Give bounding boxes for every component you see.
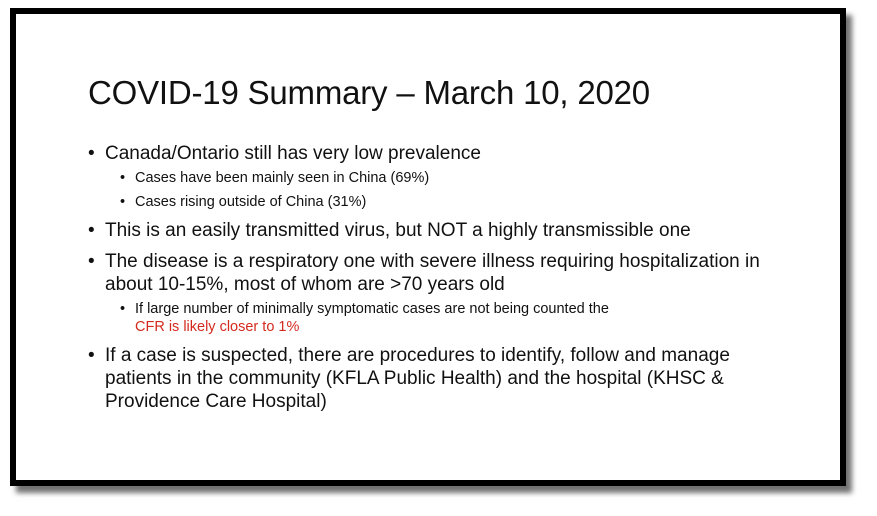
sub-bullet-cfr xyxy=(120,300,788,336)
bullet-procedures xyxy=(88,344,788,413)
sub-bullet-text: Cases have been mainly seen in China (69%) xyxy=(135,170,430,186)
bullet-transmission xyxy=(88,219,788,242)
sub-bullet-outside-china xyxy=(120,193,788,211)
bullet-dot: • xyxy=(88,220,95,241)
bullet-severity xyxy=(88,250,788,336)
sub-bullet-list xyxy=(105,300,788,336)
sub-bullet-china xyxy=(120,169,788,187)
sub-bullet-list xyxy=(105,169,788,211)
bullet-prevalence xyxy=(88,142,788,211)
sub-bullet-text: If large number of minimally symptomatic cases are not being counted the xyxy=(135,301,609,317)
bullet-dot: • xyxy=(120,301,126,317)
bullet-dot: • xyxy=(88,143,95,164)
bullet-text: Canada/Ontario still has very low prevalence xyxy=(105,143,481,164)
bullet-dot: • xyxy=(120,194,126,210)
cfr-highlight: CFR is likely closer to 1% xyxy=(135,319,300,335)
bullet-dot: • xyxy=(88,345,95,366)
slide xyxy=(10,8,846,486)
slide-title: COVID-19 Summary – March 10, 2020 xyxy=(88,74,650,111)
bullet-dot: • xyxy=(120,170,126,186)
bullet-text: The disease is a respiratory one with severe illness requiring hospitalization in about 10-15%, most of whom are >70 years old xyxy=(105,251,760,295)
bullet-list xyxy=(88,142,788,421)
bullet-text: This is an easily transmitted virus, but NOT a highly transmissible one xyxy=(105,220,691,241)
bullet-text: If a case is suspected, there are procedures to identify, follow and manage patients in the community (KFLA Public Health) and the hospital (KHSC & Providence Care Hospital) xyxy=(105,345,730,412)
bullet-dot: • xyxy=(88,251,95,272)
sub-bullet-text: Cases rising outside of China (31%) xyxy=(135,194,367,210)
